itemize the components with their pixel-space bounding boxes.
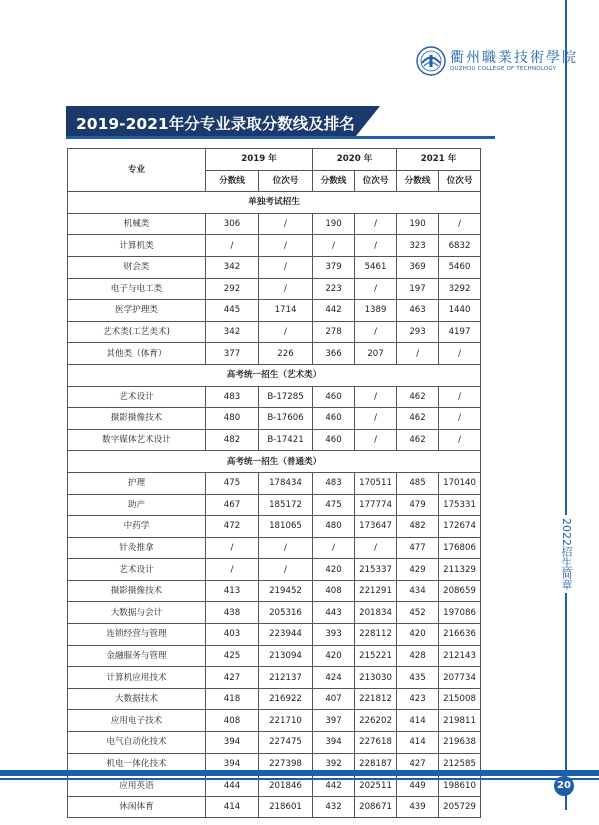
score-cell: 442 — [313, 300, 355, 322]
table-row — [68, 688, 481, 710]
score-cell: 190 — [313, 213, 355, 235]
score-cell: 1389 — [355, 300, 397, 322]
score-cell: B-17421 — [259, 429, 313, 451]
score-cell: 223944 — [259, 624, 313, 646]
score-cell: / — [355, 429, 397, 451]
score-cell: 172674 — [439, 516, 481, 538]
score-cell: 485 — [397, 472, 439, 494]
score-cell: 460 — [313, 386, 355, 408]
major-name-cell: 计算机应用技术 — [68, 667, 206, 689]
table-row — [68, 667, 481, 689]
score-cell: 219811 — [439, 710, 481, 732]
table-row — [68, 494, 481, 516]
score-cell: 462 — [397, 429, 439, 451]
major-name-cell: 应用电子技术 — [68, 710, 206, 732]
score-cell: 216922 — [259, 688, 313, 710]
score-cell: 306 — [206, 213, 259, 235]
score-cell: / — [439, 408, 481, 430]
major-header: 专业 — [68, 149, 206, 192]
major-name-cell: 艺术类(工艺美术) — [68, 321, 206, 343]
footer-thin-band — [0, 778, 599, 780]
score-cell: 377 — [206, 343, 259, 365]
school-name-cn: 衢州職業技術學院 — [450, 50, 578, 66]
major-name-cell: 其他类（体育） — [68, 343, 206, 365]
table-row — [68, 732, 481, 754]
major-name-cell: 机械类 — [68, 213, 206, 235]
score-cell: 228187 — [355, 753, 397, 775]
score-cell: 213094 — [259, 645, 313, 667]
score-cell: 403 — [206, 624, 259, 646]
score-cell: 460 — [313, 429, 355, 451]
score-cell: 393 — [313, 624, 355, 646]
score-cell: / — [439, 386, 481, 408]
score-cell: / — [313, 235, 355, 257]
score-cell: 228112 — [355, 624, 397, 646]
score-cell: 342 — [206, 321, 259, 343]
major-name-cell: 医学护理类 — [68, 300, 206, 322]
score-cell: 219638 — [439, 732, 481, 754]
score-cell: 208659 — [439, 580, 481, 602]
score-cell: 293 — [397, 321, 439, 343]
sub-header: 位次号 — [439, 170, 481, 192]
table-row — [68, 343, 481, 365]
score-cell: / — [355, 537, 397, 559]
major-name-cell: 金融服务与管理 — [68, 645, 206, 667]
score-cell: 483 — [206, 386, 259, 408]
score-cell: 213030 — [355, 667, 397, 689]
score-cell: 205316 — [259, 602, 313, 624]
score-cell: 369 — [397, 256, 439, 278]
major-name-cell: 摄影摄像技术 — [68, 580, 206, 602]
title-banner-corner — [356, 106, 380, 136]
footer-band — [0, 770, 599, 776]
year-header-2019: 2019 年 — [206, 149, 313, 171]
score-cell: 181065 — [259, 516, 313, 538]
score-cell: 177774 — [355, 494, 397, 516]
score-cell: 452 — [397, 602, 439, 624]
major-name-cell: 大数据技术 — [68, 688, 206, 710]
section-title: 高考统一招生（艺术类） — [68, 364, 481, 386]
score-cell: 439 — [397, 796, 439, 818]
score-cell: 445 — [206, 300, 259, 322]
major-name-cell: 休闲体育 — [68, 796, 206, 818]
major-name-cell: 连锁经营与管理 — [68, 624, 206, 646]
score-cell: 197086 — [439, 602, 481, 624]
score-cell: 4197 — [439, 321, 481, 343]
table-row — [68, 213, 481, 235]
sub-header: 分数线 — [206, 170, 259, 192]
score-cell: 427 — [397, 753, 439, 775]
score-cell: 226202 — [355, 710, 397, 732]
table-row — [68, 537, 481, 559]
score-cell: 444 — [206, 775, 259, 797]
score-cell: 460 — [313, 408, 355, 430]
score-cell: 425 — [206, 645, 259, 667]
score-cell: / — [259, 559, 313, 581]
year-header-row — [68, 149, 481, 171]
score-cell: 212585 — [439, 753, 481, 775]
score-cell: 170511 — [355, 472, 397, 494]
score-cell: 212143 — [439, 645, 481, 667]
table-row — [68, 624, 481, 646]
score-cell: 208671 — [355, 796, 397, 818]
score-cell: 462 — [397, 386, 439, 408]
score-cell: 5461 — [355, 256, 397, 278]
score-cell: 449 — [397, 775, 439, 797]
score-cell: / — [355, 235, 397, 257]
major-name-cell: 计算机类 — [68, 235, 206, 257]
score-cell: 475 — [313, 494, 355, 516]
score-cell: 1714 — [259, 300, 313, 322]
section-title: 单独考试招生 — [68, 192, 481, 214]
score-cell: 205729 — [439, 796, 481, 818]
school-logo-icon — [416, 46, 446, 76]
score-cell: 414 — [397, 710, 439, 732]
score-cell: 211329 — [439, 559, 481, 581]
score-cell: 6832 — [439, 235, 481, 257]
table-row — [68, 386, 481, 408]
score-cell: 198610 — [439, 775, 481, 797]
score-cell: 420 — [313, 645, 355, 667]
page-title: 2019-2021年分专业录取分数线及排名 — [76, 115, 355, 133]
page-number: 20 — [554, 776, 574, 796]
section-header-row — [68, 192, 481, 214]
score-cell: 479 — [397, 494, 439, 516]
score-cell: 227475 — [259, 732, 313, 754]
major-name-cell: 数字媒体艺术设计 — [68, 429, 206, 451]
table-row — [68, 796, 481, 818]
score-cell: 472 — [206, 516, 259, 538]
table-row — [68, 516, 481, 538]
score-cell: 420 — [313, 559, 355, 581]
score-cell: 408 — [313, 580, 355, 602]
score-cell: / — [259, 213, 313, 235]
score-cell: 175331 — [439, 494, 481, 516]
score-cell: 414 — [206, 796, 259, 818]
score-cell: / — [355, 278, 397, 300]
score-cell: 173647 — [355, 516, 397, 538]
score-cell: 201846 — [259, 775, 313, 797]
score-cell: 219452 — [259, 580, 313, 602]
score-cell: 218601 — [259, 796, 313, 818]
score-cell: / — [206, 235, 259, 257]
score-cell: 201834 — [355, 602, 397, 624]
score-cell: 170140 — [439, 472, 481, 494]
score-cell: / — [355, 213, 397, 235]
score-table — [67, 148, 481, 818]
score-cell: 227398 — [259, 753, 313, 775]
score-cell: 480 — [313, 516, 355, 538]
score-cell: / — [355, 321, 397, 343]
score-cell: 429 — [397, 559, 439, 581]
score-cell: 438 — [206, 602, 259, 624]
score-cell: / — [397, 343, 439, 365]
score-cell: 480 — [206, 408, 259, 430]
score-cell: 392 — [313, 753, 355, 775]
section-title: 高考统一招生（普通类） — [68, 451, 481, 473]
score-cell: B-17285 — [259, 386, 313, 408]
table-row — [68, 429, 481, 451]
score-cell: / — [259, 278, 313, 300]
table-row — [68, 321, 481, 343]
school-name-en: QUZHOU COLLEGE OF TECHNOLOGY — [450, 66, 557, 72]
score-cell: 221291 — [355, 580, 397, 602]
major-name-cell: 电子与电工类 — [68, 278, 206, 300]
score-cell: 420 — [397, 624, 439, 646]
score-cell: 202511 — [355, 775, 397, 797]
score-cell: / — [355, 408, 397, 430]
score-cell: B-17606 — [259, 408, 313, 430]
score-cell: 462 — [397, 408, 439, 430]
major-name-cell: 中药学 — [68, 516, 206, 538]
score-cell: 185172 — [259, 494, 313, 516]
score-cell: / — [355, 386, 397, 408]
table-row — [68, 602, 481, 624]
score-cell: 482 — [206, 429, 259, 451]
score-cell: 483 — [313, 472, 355, 494]
major-name-cell: 电气自动化技术 — [68, 732, 206, 754]
score-cell: 226 — [259, 343, 313, 365]
score-cell: 394 — [313, 732, 355, 754]
score-cell: 463 — [397, 300, 439, 322]
table-row — [68, 645, 481, 667]
score-cell: / — [313, 537, 355, 559]
year-header-2021: 2021 年 — [397, 149, 481, 171]
major-name-cell: 助产 — [68, 494, 206, 516]
score-cell: 5460 — [439, 256, 481, 278]
score-cell: 366 — [313, 343, 355, 365]
section-header-row — [68, 364, 481, 386]
score-cell: 197 — [397, 278, 439, 300]
score-cell: / — [259, 256, 313, 278]
score-cell: 3292 — [439, 278, 481, 300]
score-cell: 424 — [313, 667, 355, 689]
score-cell: 221710 — [259, 710, 313, 732]
score-cell: 394 — [206, 753, 259, 775]
score-cell: 427 — [206, 667, 259, 689]
title-underline — [66, 136, 495, 139]
sub-header: 位次号 — [259, 170, 313, 192]
score-cell: / — [206, 559, 259, 581]
score-cell: 1440 — [439, 300, 481, 322]
page-side-rule — [565, 0, 567, 810]
score-cell: 227618 — [355, 732, 397, 754]
table-row — [68, 710, 481, 732]
score-cell: 207734 — [439, 667, 481, 689]
score-cell: / — [206, 537, 259, 559]
score-cell: 428 — [397, 645, 439, 667]
score-cell: 278 — [313, 321, 355, 343]
major-name-cell: 护理 — [68, 472, 206, 494]
score-cell: 216636 — [439, 624, 481, 646]
table-row — [68, 278, 481, 300]
score-cell: 414 — [397, 732, 439, 754]
score-cell: / — [439, 213, 481, 235]
score-cell: 477 — [397, 537, 439, 559]
section-header-row — [68, 451, 481, 473]
score-cell: 475 — [206, 472, 259, 494]
score-cell: 418 — [206, 688, 259, 710]
score-cell: 323 — [397, 235, 439, 257]
table-row — [68, 408, 481, 430]
major-name-cell: 应用英语 — [68, 775, 206, 797]
score-cell: 212137 — [259, 667, 313, 689]
score-cell: 482 — [397, 516, 439, 538]
sub-header: 分数线 — [313, 170, 355, 192]
score-table-body — [68, 192, 481, 818]
table-row — [68, 559, 481, 581]
score-cell: 397 — [313, 710, 355, 732]
major-name-cell: 财会类 — [68, 256, 206, 278]
score-cell: / — [439, 429, 481, 451]
table-row — [68, 472, 481, 494]
major-name-cell: 针灸推拿 — [68, 537, 206, 559]
score-cell: 434 — [397, 580, 439, 602]
score-cell: 176806 — [439, 537, 481, 559]
score-cell: 423 — [397, 688, 439, 710]
sub-header: 位次号 — [355, 170, 397, 192]
score-cell: 442 — [313, 775, 355, 797]
score-cell: 413 — [206, 580, 259, 602]
score-cell: 292 — [206, 278, 259, 300]
major-name-cell: 机电一体化技术 — [68, 753, 206, 775]
score-cell: 342 — [206, 256, 259, 278]
table-row — [68, 580, 481, 602]
sub-header: 分数线 — [397, 170, 439, 192]
score-cell: / — [439, 343, 481, 365]
table-row — [68, 235, 481, 257]
score-cell: 178434 — [259, 472, 313, 494]
score-cell: 215337 — [355, 559, 397, 581]
side-label: 2022招生简章 — [556, 515, 576, 593]
major-name-cell: 摄影摄像技术 — [68, 408, 206, 430]
score-cell: 215221 — [355, 645, 397, 667]
score-cell: 215008 — [439, 688, 481, 710]
table-row — [68, 256, 481, 278]
table-row — [68, 300, 481, 322]
score-cell: 207 — [355, 343, 397, 365]
score-cell: / — [259, 235, 313, 257]
score-cell: 443 — [313, 602, 355, 624]
major-name-cell: 大数据与会计 — [68, 602, 206, 624]
score-cell: 223 — [313, 278, 355, 300]
score-cell: 407 — [313, 688, 355, 710]
score-cell: 435 — [397, 667, 439, 689]
score-cell: 432 — [313, 796, 355, 818]
major-name-cell: 艺术设计 — [68, 386, 206, 408]
score-cell: 379 — [313, 256, 355, 278]
score-cell: / — [259, 537, 313, 559]
score-cell: 221812 — [355, 688, 397, 710]
score-cell: 394 — [206, 732, 259, 754]
score-cell: 190 — [397, 213, 439, 235]
score-cell: 408 — [206, 710, 259, 732]
score-cell: 467 — [206, 494, 259, 516]
major-name-cell: 艺术设计 — [68, 559, 206, 581]
year-header-2020: 2020 年 — [313, 149, 397, 171]
score-cell: / — [259, 321, 313, 343]
